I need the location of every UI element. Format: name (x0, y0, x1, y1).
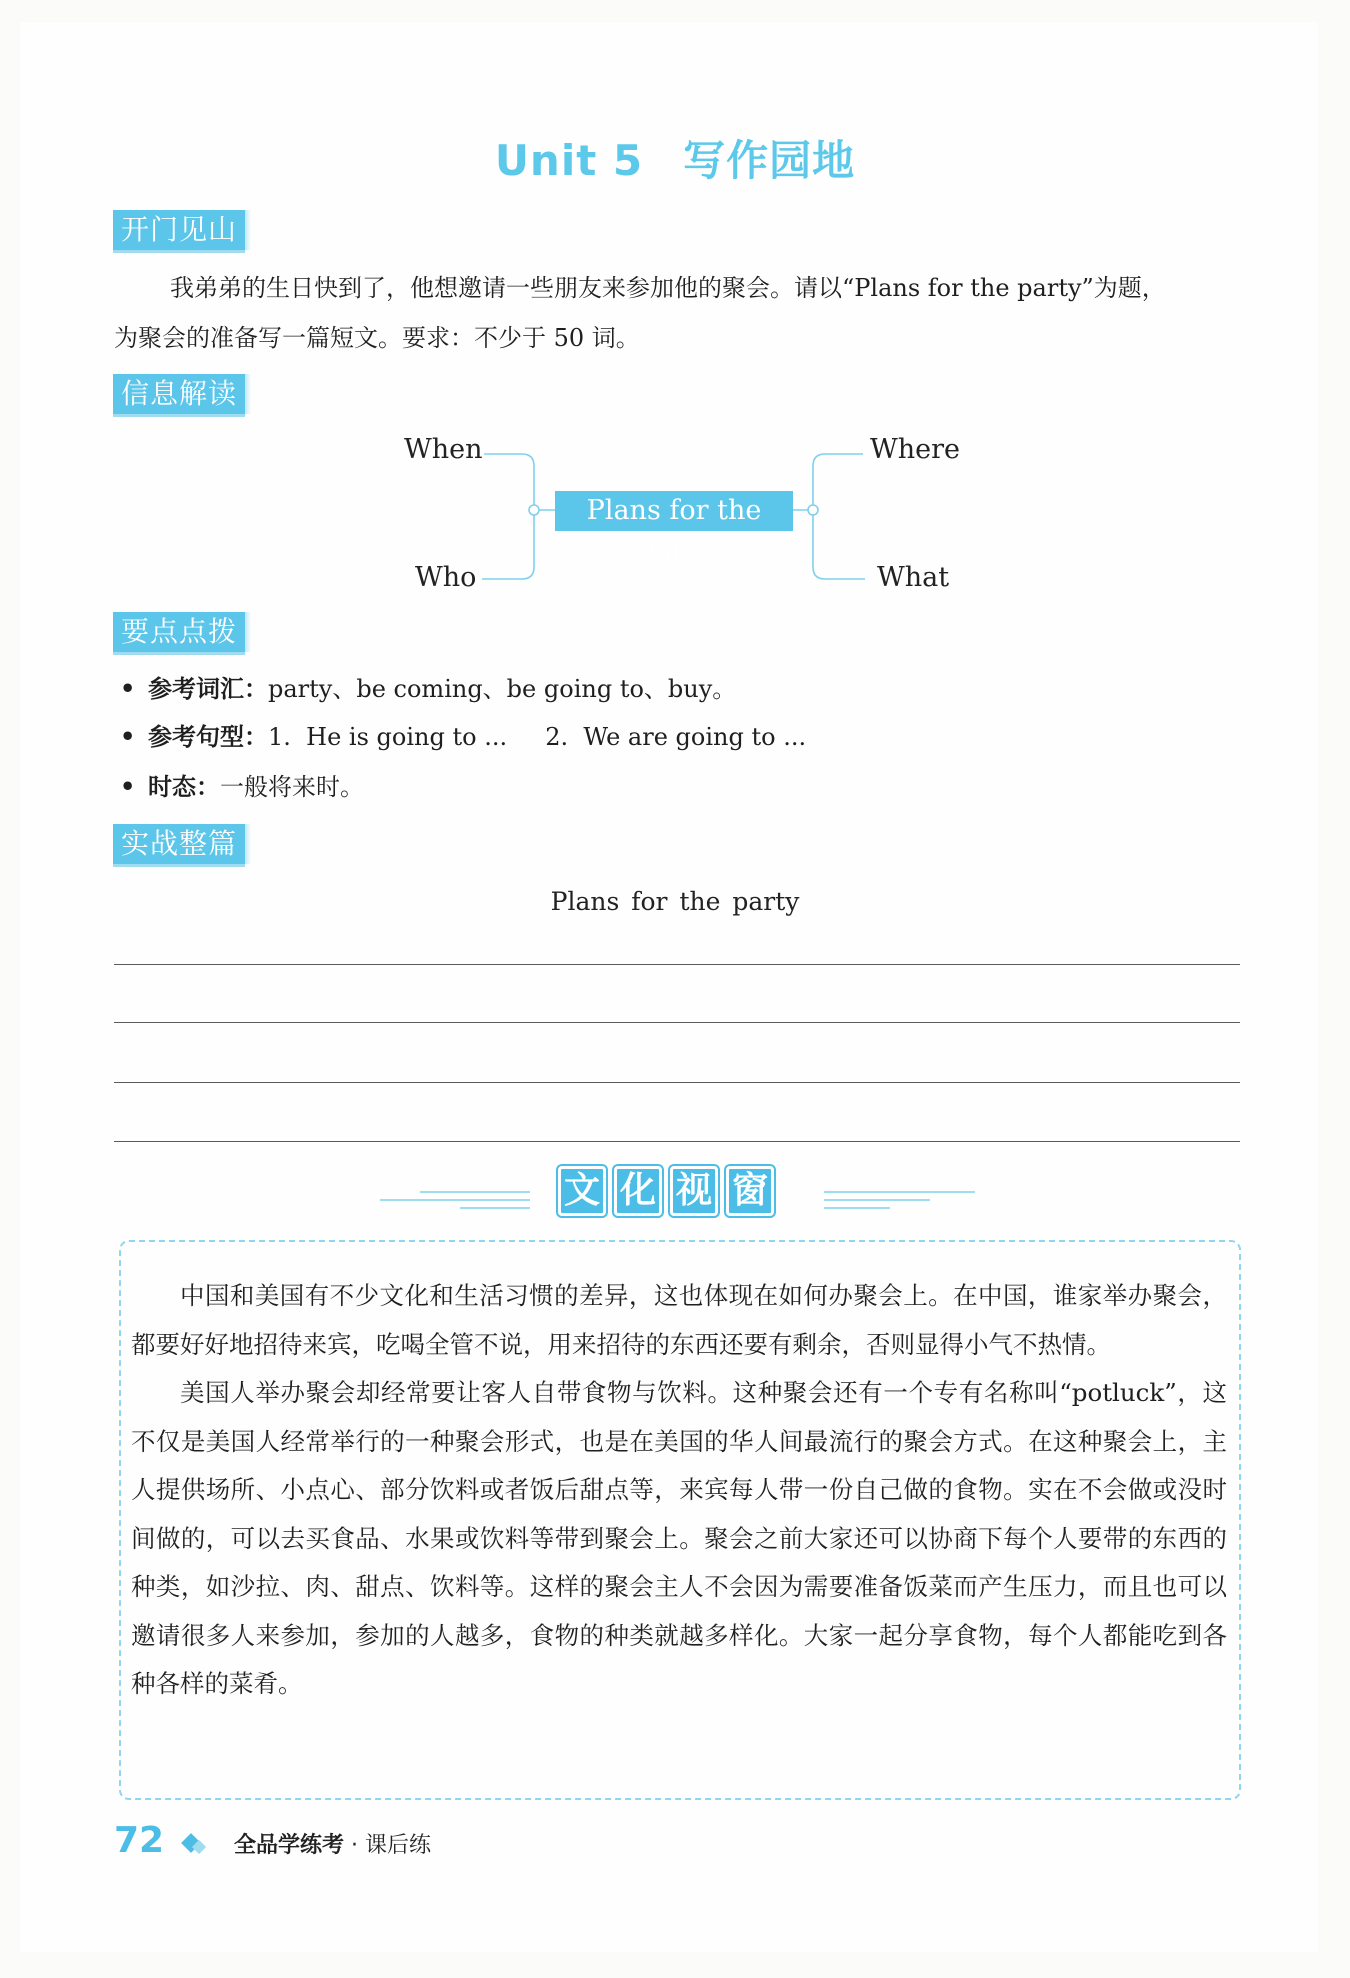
brand-separator: · (351, 1833, 359, 1858)
writing-line[interactable] (114, 1022, 1240, 1023)
tip-tense-key: 时态： (148, 773, 220, 801)
mindmap-what: What (877, 562, 950, 593)
section-label-intro: 开门见山 (113, 210, 245, 253)
culture-title-char: 文 (558, 1166, 606, 1216)
bullet-icon: • (120, 772, 136, 801)
culture-title-char: 视 (670, 1166, 718, 1216)
unit-label: Unit 5 (494, 136, 644, 185)
writing-line[interactable] (114, 1082, 1240, 1083)
tip-pattern-value: 1. He is going to ... 2. We are going to ... (268, 723, 807, 751)
footer-brand (234, 1828, 431, 1859)
section-label-writing: 实战整篇 (113, 824, 245, 867)
mindmap-who: Who (415, 562, 477, 593)
culture-title-char: 化 (614, 1166, 662, 1216)
culture-title-char: 窗 (726, 1166, 774, 1216)
tip-pattern-key: 参考句型： (148, 723, 268, 751)
mindmap-where: Where (870, 434, 961, 465)
culture-text (131, 1272, 1227, 1709)
mindmap-when: When (404, 434, 483, 465)
essay-title: Plans for the party (550, 887, 800, 916)
tip-tense-value: 一般将来时。 (220, 773, 364, 801)
section-label-info: 信息解读 (113, 374, 245, 417)
culture-paragraph-1: 中国和美国有不少文化和生活习惯的差异，这也体现在如何办聚会上。在中国，谁家举办聚会，都要好好地招待来宾，吃喝全管不说，用来招待的东西还要有剩余，否则显得小气不热情。 (131, 1281, 1227, 1359)
culture-title (0, 1166, 1350, 1222)
brand-name: 全品学练考 (234, 1833, 345, 1858)
bullet-icon: • (120, 674, 136, 703)
prompt-line-2: 为聚会的准备写一篇短文。要求：不少于 50 词。 (114, 324, 640, 352)
section-name: 写作园地 (683, 136, 856, 185)
bullet-icon: • (120, 722, 136, 751)
tip-vocab-value: party、be coming、be going to、buy。 (268, 675, 737, 703)
tip-vocab-key: 参考词汇： (148, 675, 268, 703)
tip-vocab (120, 674, 736, 704)
brand-subtitle: 课后练 (365, 1833, 432, 1858)
prompt-line-1: 我弟弟的生日快到了，他想邀请一些朋友来参加他的聚会。请以“Plans for the party”为题， (170, 274, 1166, 302)
tip-pattern (120, 722, 806, 752)
writing-line[interactable] (114, 964, 1240, 965)
section-label-tips: 要点点拨 (113, 612, 245, 655)
culture-paragraph-2: 美国人举办聚会却经常要让客人自带食物与饮料。这种聚会还有一个专有名称叫“potluck”，这不仅是美国人经常举行的一种聚会形式，也是在美国的华人间最流行的聚会方式。在这种聚会上，主人提供场所、小点心、部分饮料或者饭后甜点等，来宾每人带一份自己做的食物。实在不会做或没时间做的，可以去买食品、水果或饮料等带到聚会上。聚会之前大家还可以协商下每个人要带的东西的种类，如沙拉、肉、甜点、饮料等。这样的聚会主人不会因为需要准备饭菜而产生压力，而且也可以邀请很多人来参加，参加的人越多，食物的种类就越多样化。大家一起分享食物，每个人都能吃到各种各样的菜肴。 (131, 1378, 1227, 1698)
mindmap-center: Plans for the party (555, 491, 793, 531)
tip-tense (120, 772, 364, 802)
page-number: 72 (114, 1820, 165, 1861)
writing-line[interactable] (114, 1141, 1240, 1142)
